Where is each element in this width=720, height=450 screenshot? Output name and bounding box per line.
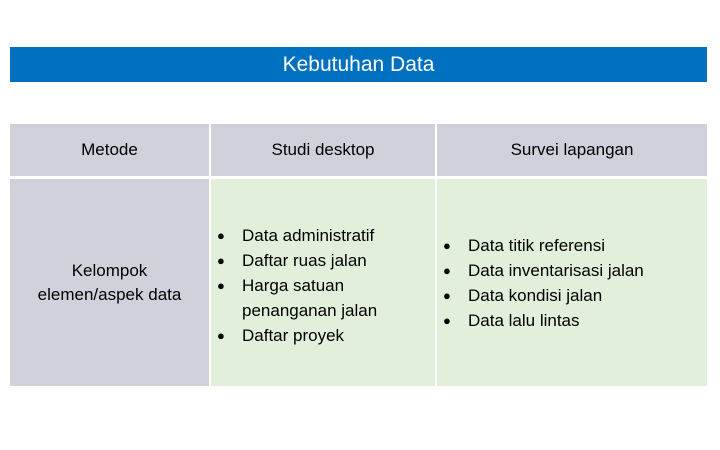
list-item-text: Data lalu lintas <box>468 311 580 330</box>
bullet-icon: ● <box>217 253 225 268</box>
field-survey-cell <box>437 179 707 386</box>
header-desktop-label: Studi desktop <box>271 140 375 159</box>
list-item-text: Harga satuan <box>242 276 345 295</box>
bullet-icon: ● <box>443 288 451 303</box>
field-survey-list <box>437 233 705 333</box>
header-desktop-study <box>211 124 435 176</box>
bullet-icon: ● <box>443 238 451 253</box>
list-item-text: Data titik referensi <box>468 236 605 255</box>
header-method-label: Metode <box>81 140 138 159</box>
list-item <box>437 233 705 258</box>
banner-title: Kebutuhan Data <box>282 52 435 76</box>
row-label-line2: elemen/aspek data <box>37 284 182 304</box>
header-field-label: Survei lapangan <box>510 140 634 159</box>
header-field-survey <box>437 124 707 176</box>
list-item-text: Data kondisi jalan <box>468 286 603 305</box>
data-requirements-table <box>10 124 707 386</box>
list-item-text: Daftar proyek <box>242 326 345 345</box>
bullet-icon: ● <box>443 313 451 328</box>
list-item <box>211 323 431 348</box>
list-item <box>437 258 705 283</box>
bullet-icon: ● <box>443 263 451 278</box>
bullet-icon: ● <box>217 278 225 293</box>
bullet-icon: ● <box>217 228 225 243</box>
row-label-line1: Kelompok <box>71 260 148 280</box>
list-item-text: Data inventarisasi jalan <box>468 261 644 280</box>
title-banner <box>10 47 707 82</box>
list-item <box>211 273 431 323</box>
row-label-cell <box>10 179 209 386</box>
bullet-icon: ● <box>217 328 225 343</box>
list-item-text: Data administratif <box>242 226 375 245</box>
list-item <box>211 223 431 248</box>
desktop-study-list <box>211 223 431 348</box>
list-item <box>437 283 705 308</box>
list-item <box>211 248 431 273</box>
desktop-study-cell <box>211 179 435 386</box>
list-item-text: Daftar ruas jalan <box>242 251 367 270</box>
header-method <box>10 124 209 176</box>
list-item <box>437 308 705 333</box>
list-item-text-continued: penanganan jalan <box>242 301 378 320</box>
